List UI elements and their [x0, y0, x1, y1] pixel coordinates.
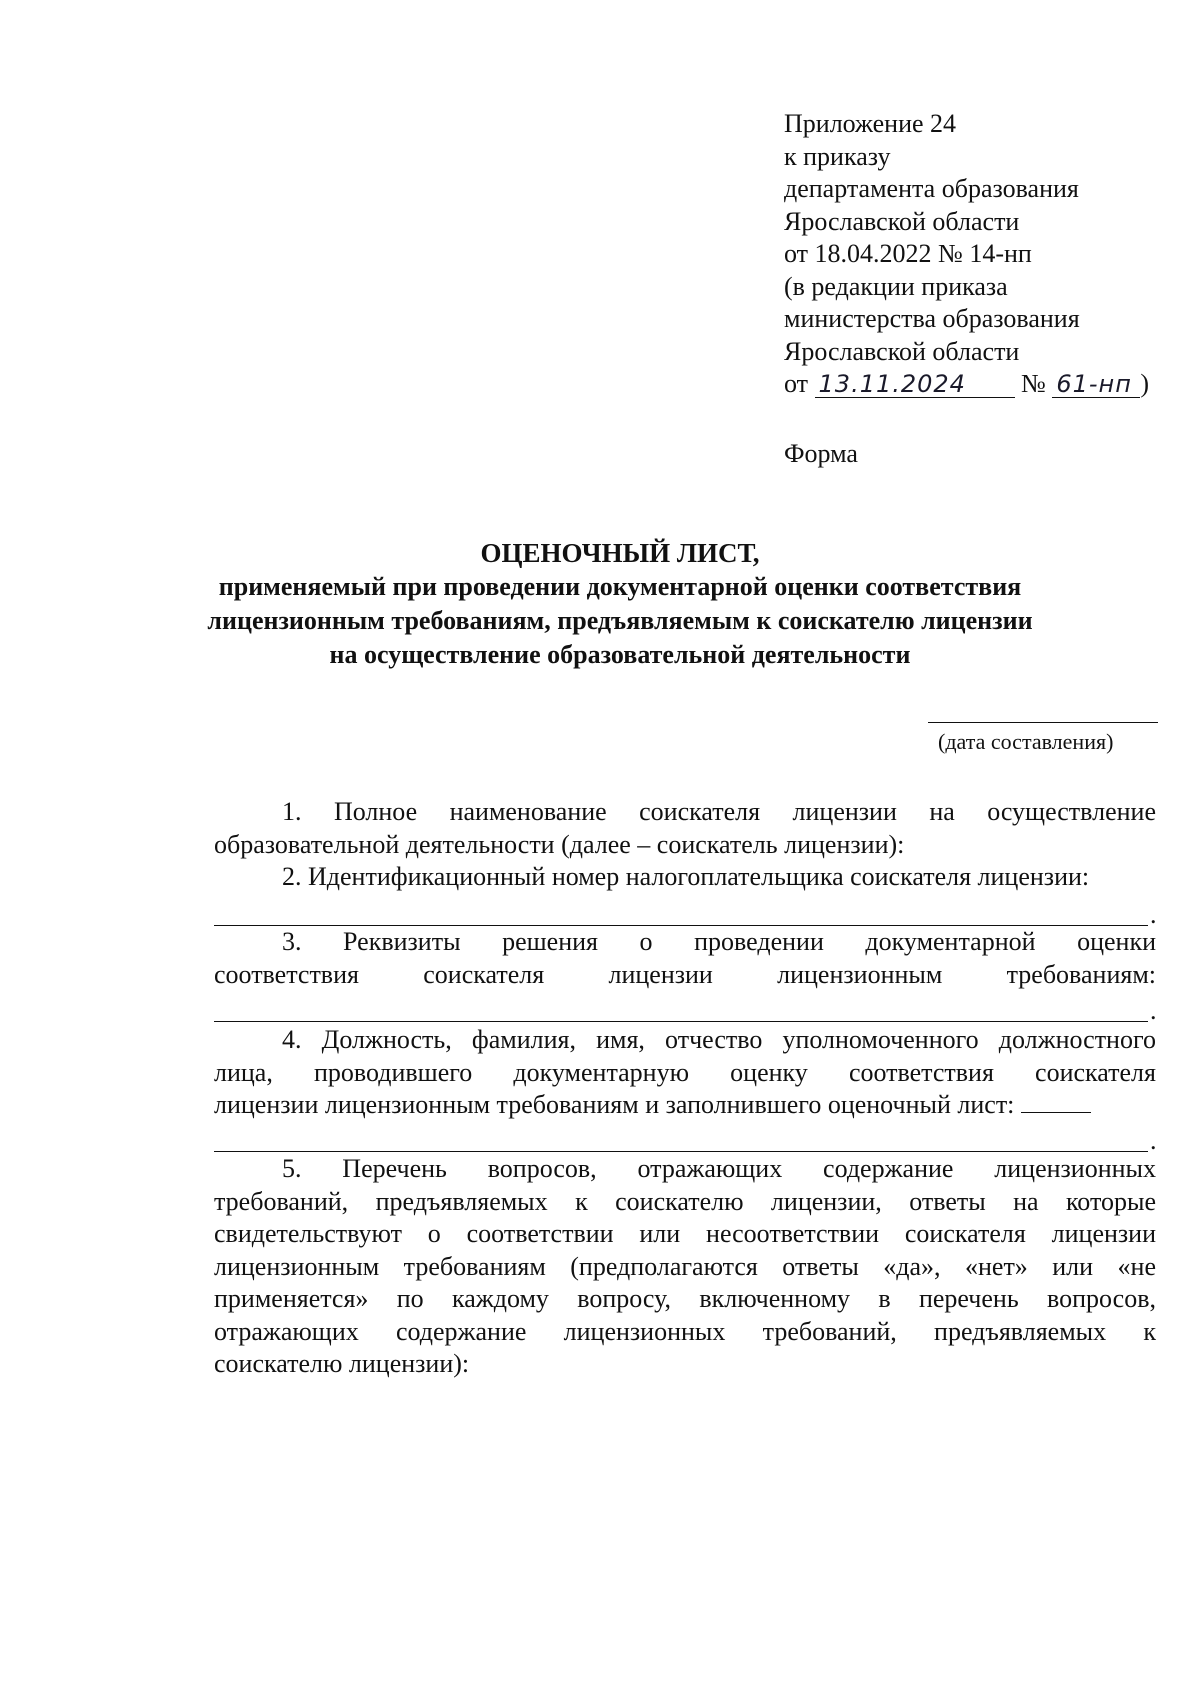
date-compiled-line — [928, 722, 1158, 723]
number-prefix: № — [1021, 369, 1046, 398]
item-1 — [214, 796, 1156, 861]
date-compiled-caption: (дата составления) — [938, 729, 1114, 754]
handwritten-number: 61-нп — [1052, 371, 1140, 398]
item-5-line: соискателю лицензии): — [214, 1349, 470, 1378]
item-4-line: 4. Должность, фамилия, имя, отчество уполномоченного должностного — [282, 1025, 1156, 1054]
item-3-line: 3. Реквизиты решения о проведении документарной оценки — [282, 927, 1156, 956]
subtitle-line: лицензионным требованиям, предъявляемым к соискателю лицензии — [207, 606, 1033, 635]
appendix-line: (в редакции приказа — [784, 271, 1008, 301]
subtitle-line: применяемый при проведении документарной оценки соответствия — [218, 572, 1022, 601]
appendix-line: Ярославской области — [784, 336, 1020, 366]
item-5-line: применяется» по каждому вопросу, включенному в перечень вопросов, — [214, 1284, 1156, 1313]
close-paren: ) — [1140, 369, 1150, 398]
appendix-line: от 18.04.2022 № 14-нп — [784, 239, 1032, 268]
item-3 — [214, 926, 1156, 991]
item-4-line-with-blank — [214, 1089, 1156, 1122]
document-title: ОЦЕНОЧНЫЙ ЛИСТ, — [480, 538, 760, 568]
appendix-line: Приложение 24 — [784, 109, 957, 138]
appendix-block — [784, 108, 1164, 401]
item-2-line: 2. Идентификационный номер налогоплательщика соискателя лицензии: — [282, 862, 1090, 891]
document-subtitle — [120, 570, 1120, 672]
appendix-line: Ярославской области — [784, 206, 1020, 236]
form-label: Форма — [784, 439, 858, 468]
item-4 — [214, 1024, 1156, 1122]
item-1-line: 1. Полное наименование соискателя лицензии на осуществление — [282, 797, 1156, 826]
item-5-line: 5. Перечень вопросов, отражающих содержание лицензионных — [282, 1154, 1156, 1183]
handwritten-date: 13.11.2024 — [815, 371, 1015, 398]
item-2 — [214, 861, 1156, 894]
subtitle-line: на осуществление образовательной деятельности — [329, 640, 911, 669]
amendment-date-line — [784, 368, 1164, 401]
appendix-line: к приказу — [784, 141, 891, 171]
item-1-line: образовательной деятельности (далее – соискатель лицензии): — [214, 829, 905, 859]
item-5-line: требований, предъявляемых к соискателю лицензии, ответы на которые — [214, 1186, 1156, 1216]
item-5 — [214, 1153, 1156, 1381]
appendix-line: министерства образования — [784, 304, 1080, 333]
item-3-blank-line — [214, 1021, 1148, 1022]
item-5-line: отражающих содержание лицензионных требований, предъявляемых к — [214, 1316, 1156, 1346]
item-4-blank-line — [214, 1151, 1148, 1152]
item-4-period: . — [1150, 1126, 1157, 1155]
appendix-line: департамента образования — [784, 174, 1079, 203]
item-5-line: свидетельствуют о соответствии или несоответствии соискателя лицензии — [214, 1219, 1156, 1248]
date-prefix: от — [784, 369, 809, 398]
item-2-period: . — [1150, 900, 1157, 929]
item-3-period: . — [1150, 996, 1157, 1025]
item-4-line: лица, проводившего документарную оценку соответствия соискателя — [214, 1057, 1156, 1087]
item-4-line: лицензии лицензионным требованиям и заполнившего оценочный лист: — [214, 1090, 1015, 1119]
item-3-line: соответствия соискателя лицензии лицензионным требованиям: — [214, 959, 1156, 989]
item-5-line: лицензионным требованиям (предполагаются ответы «да», «нет» или «не — [214, 1251, 1156, 1281]
item-4-blank-field — [1021, 1094, 1091, 1113]
